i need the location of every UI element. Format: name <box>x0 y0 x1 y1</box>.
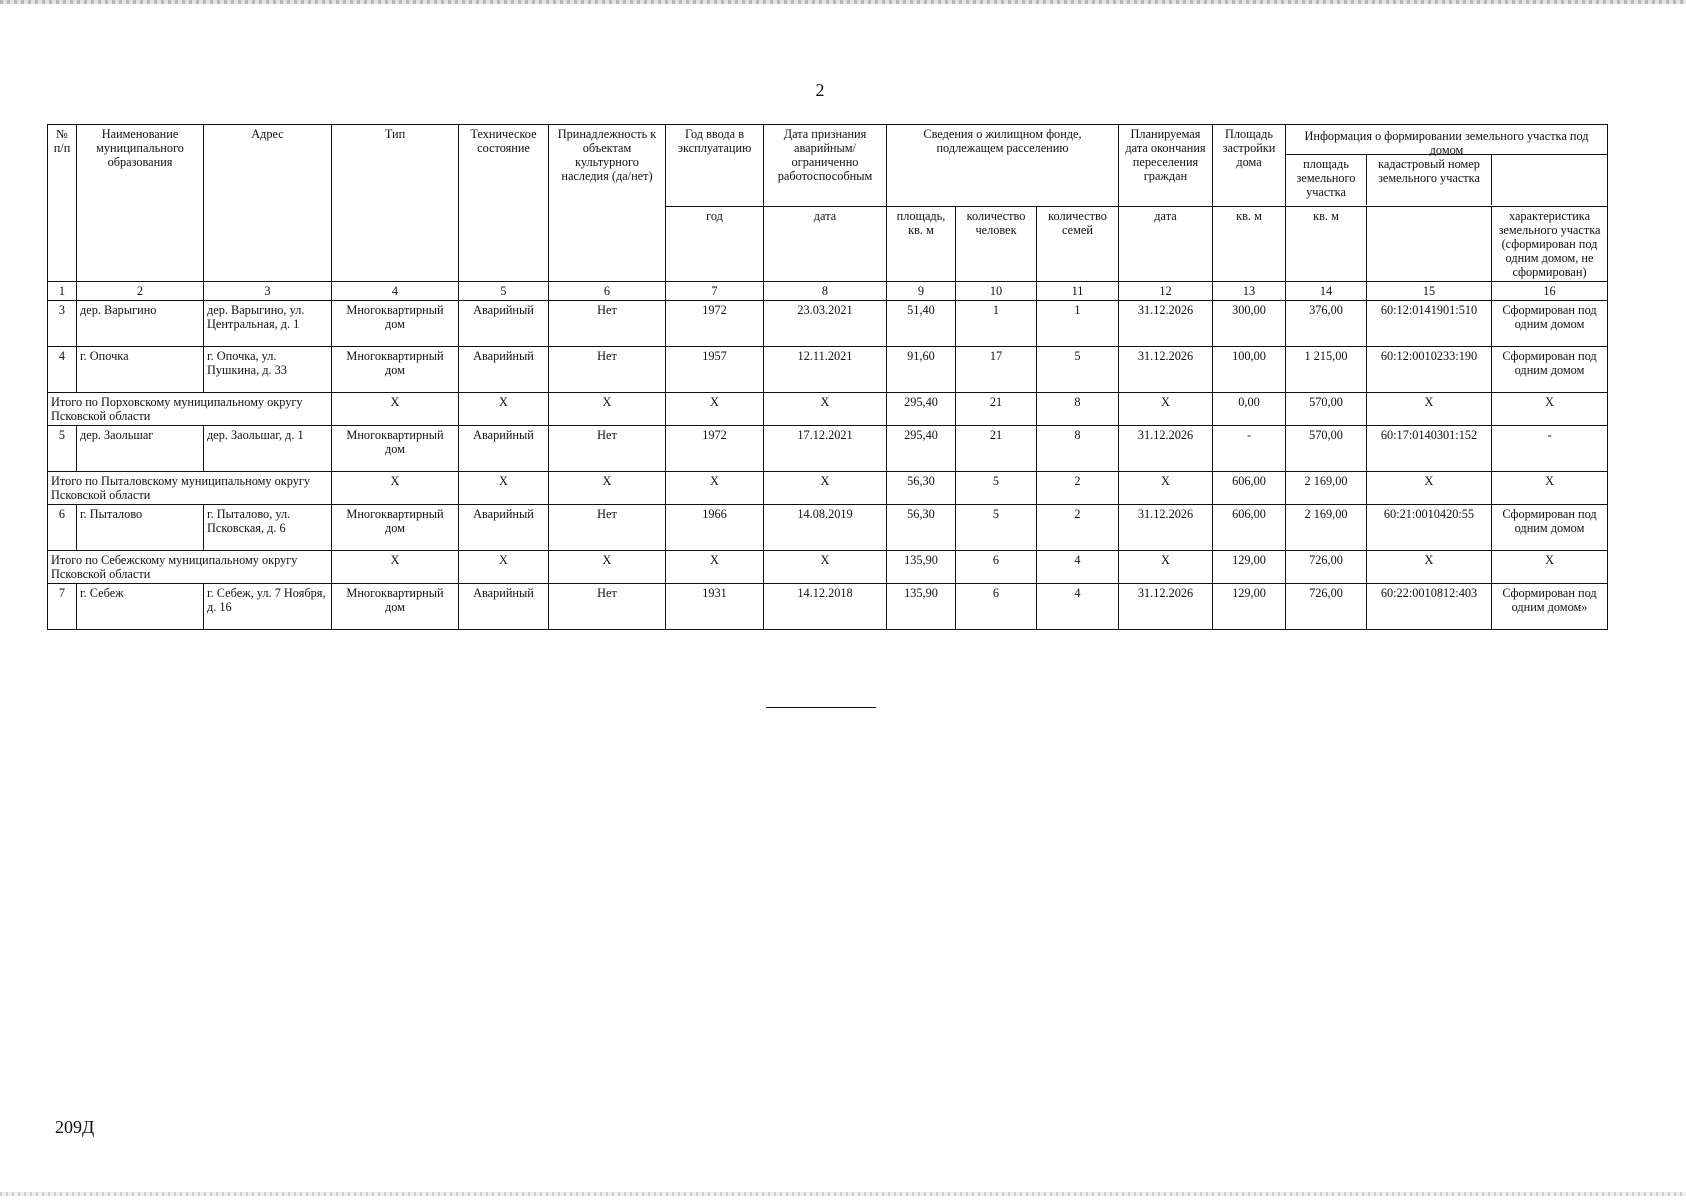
cell-year: X <box>666 393 764 426</box>
cell-tech-state: X <box>459 393 549 426</box>
cell-land-char: Сформирован под одним домом <box>1492 505 1608 551</box>
column-number: 9 <box>887 282 956 301</box>
cell-tech-state: Аварийный <box>459 426 549 472</box>
table-row <box>48 505 1608 551</box>
column-number: 6 <box>549 282 666 301</box>
header-land-info <box>1286 125 1608 207</box>
cell-build-area: 0,00 <box>1213 393 1286 426</box>
column-number: 13 <box>1213 282 1286 301</box>
cell-total-label: Итого по Себежскому муниципальному округу Псковской области <box>48 551 332 584</box>
document-code: 209Д <box>55 1117 95 1137</box>
cell-planned: 31.12.2026 <box>1119 347 1213 393</box>
cell-planned: 31.12.2026 <box>1119 301 1213 347</box>
cell-planned: X <box>1119 393 1213 426</box>
header-tech-state: Техническое состояние <box>459 125 549 282</box>
cell-tech-state: Аварийный <box>459 301 549 347</box>
cell-heritage: X <box>549 393 666 426</box>
header-land-char-top <box>1492 155 1607 205</box>
cell-tech-state: Аварийный <box>459 505 549 551</box>
cell-area: 56,30 <box>887 472 956 505</box>
table-row <box>48 347 1608 393</box>
cell-heritage: Нет <box>549 426 666 472</box>
table-row <box>48 301 1608 347</box>
column-number-row <box>48 282 1608 301</box>
header-land-blank <box>1367 207 1492 282</box>
cell-families: 4 <box>1037 551 1119 584</box>
cell-land-char: - <box>1492 426 1608 472</box>
cell-land-area: 376,00 <box>1286 301 1367 347</box>
cell-build-area: 606,00 <box>1213 505 1286 551</box>
cell-address: г. Пыталово, ул. Псковская, д. 6 <box>204 505 332 551</box>
cell-land-char: X <box>1492 393 1608 426</box>
total-row <box>48 393 1608 426</box>
cell-land-char: X <box>1492 551 1608 584</box>
header-no: № п/п <box>48 125 77 282</box>
column-number: 8 <box>764 282 887 301</box>
cell-area: 56,30 <box>887 505 956 551</box>
cell-people: 21 <box>956 426 1037 472</box>
total-row <box>48 472 1608 505</box>
cell-address: г. Опочка, ул. Пушкина, д. 33 <box>204 347 332 393</box>
cell-land-area: 726,00 <box>1286 584 1367 630</box>
cell-area: 91,60 <box>887 347 956 393</box>
column-number: 10 <box>956 282 1037 301</box>
cell-people: 5 <box>956 472 1037 505</box>
cell-people: 6 <box>956 551 1037 584</box>
cell-cadastral: X <box>1367 393 1492 426</box>
cell-heritage: Нет <box>549 347 666 393</box>
cell-year: 1931 <box>666 584 764 630</box>
column-number: 3 <box>204 282 332 301</box>
header-housing: Сведения о жилищном фонде, подлежащем расселению <box>887 125 1119 207</box>
cell-municipality: г. Опочка <box>77 347 204 393</box>
header-land-char: характеристика земельного участка (сформирован под одним домом, не сформирован) <box>1492 207 1608 282</box>
cell-build-area: 129,00 <box>1213 584 1286 630</box>
cell-year: X <box>666 551 764 584</box>
cell-land-area: 2 169,00 <box>1286 472 1367 505</box>
cell-type: X <box>332 551 459 584</box>
cell-area: 51,40 <box>887 301 956 347</box>
column-number: 14 <box>1286 282 1367 301</box>
header-unit-year: год <box>666 207 764 282</box>
cell-people: 21 <box>956 393 1037 426</box>
scan-edge-bottom <box>0 1192 1686 1196</box>
cell-no: 4 <box>48 347 77 393</box>
cell-cadastral: 60:21:0010420:55 <box>1367 505 1492 551</box>
cell-year: 1972 <box>666 426 764 472</box>
column-number: 5 <box>459 282 549 301</box>
header-cadastral: кадастровый номер земельного участка <box>1367 155 1492 205</box>
cell-land-char: Сформирован под одним домом» <box>1492 584 1608 630</box>
cell-type: Многоквартирный дом <box>332 301 459 347</box>
cell-land-area: 570,00 <box>1286 426 1367 472</box>
cell-emergency-date: 12.11.2021 <box>764 347 887 393</box>
cell-people: 5 <box>956 505 1037 551</box>
table-row <box>48 584 1608 630</box>
column-number: 2 <box>77 282 204 301</box>
cell-families: 2 <box>1037 505 1119 551</box>
cell-build-area: 606,00 <box>1213 472 1286 505</box>
cell-address: дер. Заольшаг, д. 1 <box>204 426 332 472</box>
cell-cadastral: 60:22:0010812:403 <box>1367 584 1492 630</box>
cell-emergency-date: 23.03.2021 <box>764 301 887 347</box>
cell-tech-state: Аварийный <box>459 584 549 630</box>
cell-families: 8 <box>1037 426 1119 472</box>
cell-no: 7 <box>48 584 77 630</box>
cell-land-area: 1 215,00 <box>1286 347 1367 393</box>
cell-year: 1966 <box>666 505 764 551</box>
cell-families: 2 <box>1037 472 1119 505</box>
header-emergency-date: Дата признания аварийным/ ограниченно работоспособным <box>764 125 887 207</box>
column-number: 4 <box>332 282 459 301</box>
column-number: 16 <box>1492 282 1608 301</box>
cell-land-char: X <box>1492 472 1608 505</box>
cell-year: 1972 <box>666 301 764 347</box>
total-row <box>48 551 1608 584</box>
cell-planned: 31.12.2026 <box>1119 584 1213 630</box>
cell-cadastral: 60:12:0141901:510 <box>1367 301 1492 347</box>
cell-build-area: 129,00 <box>1213 551 1286 584</box>
cell-area: 295,40 <box>887 393 956 426</box>
cell-build-area: 300,00 <box>1213 301 1286 347</box>
header-unit-sqm2: кв. м <box>1286 207 1367 282</box>
cell-municipality: г. Пыталово <box>77 505 204 551</box>
header-unit-families: количество семей <box>1037 207 1119 282</box>
cell-build-area: - <box>1213 426 1286 472</box>
header-land-area: площадь земельного участка <box>1286 155 1367 205</box>
cell-heritage: X <box>549 551 666 584</box>
cell-municipality: дер. Варыгино <box>77 301 204 347</box>
cell-planned: 31.12.2026 <box>1119 426 1213 472</box>
cell-heritage: Нет <box>549 505 666 551</box>
cell-families: 1 <box>1037 301 1119 347</box>
page-number: 2 <box>815 80 825 100</box>
cell-municipality: г. Себеж <box>77 584 204 630</box>
cell-heritage: Нет <box>549 301 666 347</box>
cell-total-label: Итого по Порховскому муниципальному округу Псковской области <box>48 393 332 426</box>
cell-type: X <box>332 393 459 426</box>
footer-rule <box>766 707 876 708</box>
cell-cadastral: X <box>1367 551 1492 584</box>
cell-cadastral: X <box>1367 472 1492 505</box>
cell-planned: X <box>1119 472 1213 505</box>
header-unit-date2: дата <box>1119 207 1213 282</box>
cell-land-area: 570,00 <box>1286 393 1367 426</box>
header-year-in: Год ввода в эксплуатацию <box>666 125 764 207</box>
header-unit-area: площадь, кв. м <box>887 207 956 282</box>
cell-type: Многоквартирный дом <box>332 426 459 472</box>
column-number: 11 <box>1037 282 1119 301</box>
header-build-area: Площадь застройки дома <box>1213 125 1286 207</box>
cell-emergency-date: 14.08.2019 <box>764 505 887 551</box>
cell-emergency-date: X <box>764 393 887 426</box>
header-planned: Планируемая дата окончания переселения граждан <box>1119 125 1213 207</box>
table-row <box>48 426 1608 472</box>
header-land-info-title: Информация о формировании земельного участка под домом <box>1286 125 1607 155</box>
column-number: 7 <box>666 282 764 301</box>
cell-tech-state: X <box>459 472 549 505</box>
cell-heritage: X <box>549 472 666 505</box>
cell-people: 17 <box>956 347 1037 393</box>
cell-families: 8 <box>1037 393 1119 426</box>
cell-planned: 31.12.2026 <box>1119 505 1213 551</box>
cell-emergency-date: X <box>764 472 887 505</box>
cell-people: 1 <box>956 301 1037 347</box>
cell-type: Многоквартирный дом <box>332 505 459 551</box>
cell-planned: X <box>1119 551 1213 584</box>
header-heritage: Принадлежность к объектам культурного наследия (да/нет) <box>549 125 666 282</box>
header-unit-people: количество человек <box>956 207 1037 282</box>
cell-no: 5 <box>48 426 77 472</box>
cell-build-area: 100,00 <box>1213 347 1286 393</box>
cell-type: X <box>332 472 459 505</box>
header-type: Тип <box>332 125 459 282</box>
header-unit-sqm: кв. м <box>1213 207 1286 282</box>
cell-emergency-date: X <box>764 551 887 584</box>
cell-families: 5 <box>1037 347 1119 393</box>
cell-year: 1957 <box>666 347 764 393</box>
cell-families: 4 <box>1037 584 1119 630</box>
column-number: 12 <box>1119 282 1213 301</box>
cell-cadastral: 60:12:0010233:190 <box>1367 347 1492 393</box>
cell-heritage: Нет <box>549 584 666 630</box>
cell-no: 3 <box>48 301 77 347</box>
cell-type: Многоквартирный дом <box>332 347 459 393</box>
header-address: Адрес <box>204 125 332 282</box>
cell-cadastral: 60:17:0140301:152 <box>1367 426 1492 472</box>
scan-edge-top <box>0 0 1686 4</box>
cell-emergency-date: 14.12.2018 <box>764 584 887 630</box>
cell-emergency-date: 17.12.2021 <box>764 426 887 472</box>
cell-municipality: дер. Заольшаг <box>77 426 204 472</box>
resettlement-table <box>47 124 1608 630</box>
cell-area: 135,90 <box>887 584 956 630</box>
cell-land-area: 2 169,00 <box>1286 505 1367 551</box>
cell-no: 6 <box>48 505 77 551</box>
cell-year: X <box>666 472 764 505</box>
cell-address: дер. Варыгино, ул. Центральная, д. 1 <box>204 301 332 347</box>
cell-tech-state: Аварийный <box>459 347 549 393</box>
column-number: 1 <box>48 282 77 301</box>
cell-tech-state: X <box>459 551 549 584</box>
cell-area: 295,40 <box>887 426 956 472</box>
cell-total-label: Итого по Пыталовскому муниципальному округу Псковской области <box>48 472 332 505</box>
cell-address: г. Себеж, ул. 7 Ноября, д. 16 <box>204 584 332 630</box>
header-unit-date: дата <box>764 207 887 282</box>
cell-people: 6 <box>956 584 1037 630</box>
cell-land-char: Сформирован под одним домом <box>1492 301 1608 347</box>
header-municipality: Наименование муниципального образования <box>77 125 204 282</box>
cell-land-area: 726,00 <box>1286 551 1367 584</box>
cell-area: 135,90 <box>887 551 956 584</box>
column-number: 15 <box>1367 282 1492 301</box>
cell-land-char: Сформирован под одним домом <box>1492 347 1608 393</box>
cell-type: Многоквартирный дом <box>332 584 459 630</box>
table-body <box>48 301 1608 630</box>
